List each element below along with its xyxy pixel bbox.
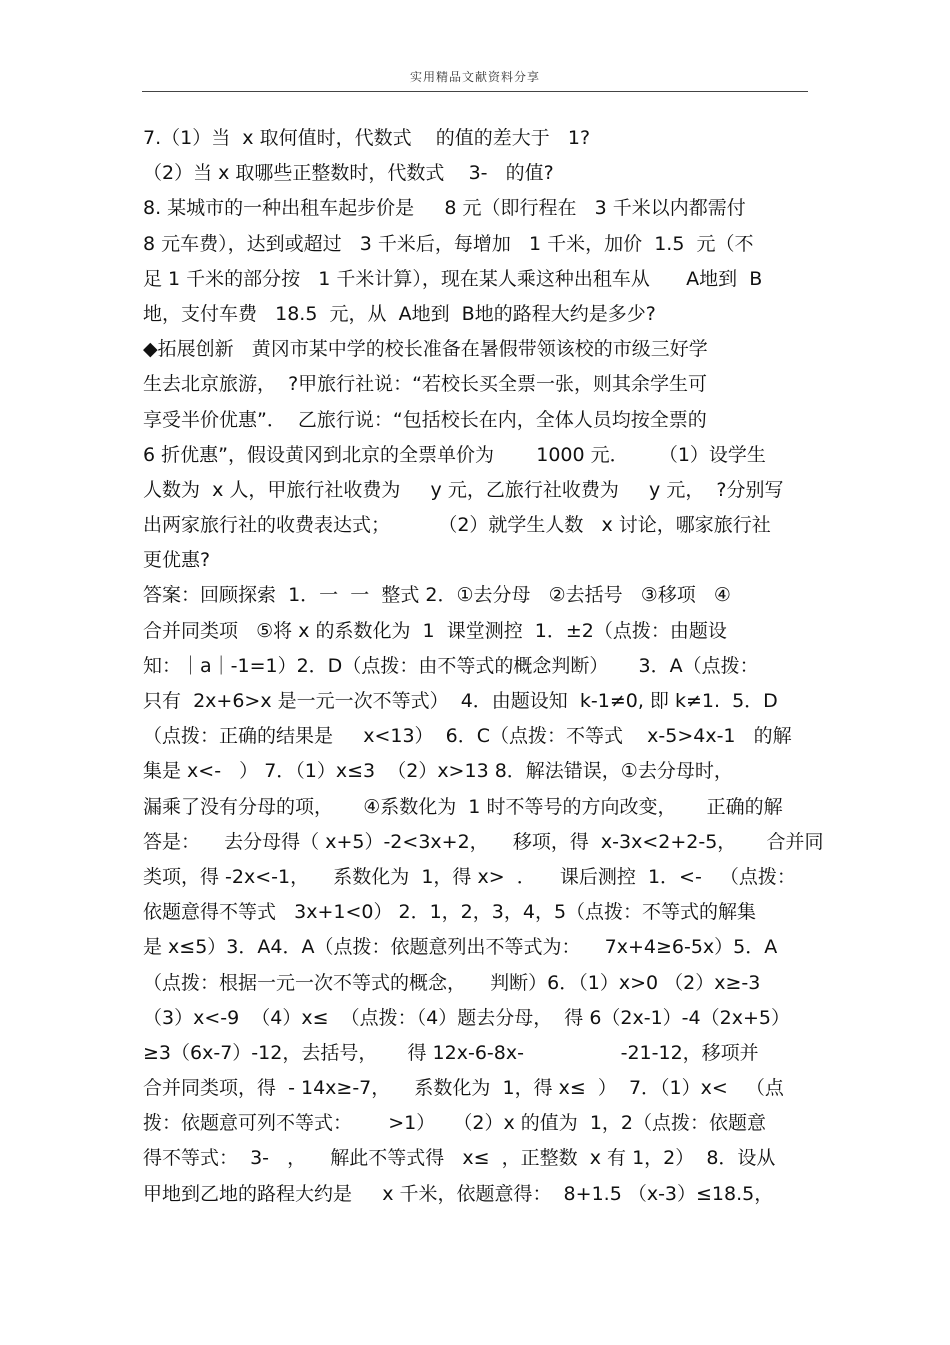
text-line: 甲地到乙地的路程大约是 x 千米，依题意得： 8+1.5 （x-3）≤18.5， [143,1182,774,1205]
text-line: 出两家旅行社的收费表达式； （2）就学生人数 x 讨论，哪家旅行社 [143,514,771,537]
text-line: 答是： 去分母得（ x+5）-2<3x+2， 移项，得 x-3x<2+2-5， 合并同 [143,830,824,853]
text-line: 合并同类项 ⑤将 x 的系数化为 1 课堂测控 1．±2（点拨：由题设 [143,619,727,642]
text-line: 地，支付车费 18.5 元，从 A地到 B地的路程大约是多少? [143,302,656,325]
text-line: 是 x≤5）3．A4．A（点拨：依题意列出不等式为： 7x+4≥6-5x）5．A [143,936,778,959]
text-line: （点拨：正确的结果是 x<13） 6．C（点拨：不等式 x-5>4x-1 的解 [143,725,792,748]
text-line: 拨：依题意可列不等式： >1） （2）x 的值为 1，2（点拨：依题意 [143,1112,766,1135]
text-line: 得不等式： 3- ， 解此不等式得 x≤ ，正整数 x 有 1，2） 8．设从 [143,1147,776,1170]
text-line: 更优惠? [143,549,211,572]
text-line: 足 1 千米的部分按 1 千米计算），现在某人乘这种出租车从 A地到 B [143,267,763,290]
header-divider [142,91,808,92]
page-header: 实用精品文献资料分享 [409,70,540,84]
text-line: 6 折优惠”，假设黄冈到北京的全票单价为 1000 元． （1）设学生 [143,443,766,466]
document-body [143,121,823,1212]
text-line: 集是 x<- ） 7．（1）x≤3 （2）x>13 8．解法错误，①去分母时， [143,760,733,783]
text-line: 合并同类项，得 - 14x≥-7， 系数化为 1，得 x≤ ） 7．（1）x< （点 [143,1077,784,1100]
text-line: ◆拓展创新 黄冈市某中学的校长准备在暑假带领该校的市级三好学 [143,338,708,361]
text-line: 人数为 x 人，甲旅行社收费为 y 元，乙旅行社收费为 y 元， ?分别写 [143,478,784,501]
text-line: 7.（1）当 x 取何值时，代数式 的值的差大于 1? [143,127,591,149]
text-line: 漏乘了没有分母的项， ④系数化为 1 时不等号的方向改变， 正确的解 [143,795,783,818]
text-line: （2）当 x 取哪些正整数时，代数式 3- 的值? [143,162,554,185]
text-line: （点拨：根据一元一次不等式的概念， 判断）6．（1）x>0 （2）x≥-3 [143,971,761,994]
text-line: （3）x<-9 （4）x≤ （点拨：（4）题去分母， 得 6（2x-1）-4（2x+5） [143,1006,790,1029]
text-line: 答案：回顾探索 1．一 一 整式 2．①去分母 ②去括号 ③移项 ④ [143,584,731,607]
text-line: 生去北京旅游， ?甲旅行社说：“若校长买全票一张，则其余学生可 [143,373,708,396]
text-line: 依题意得不等式 3x+1<0） 2．1，2，3，4，5（点拨：不等式的解集 [143,901,757,924]
text-line: 类项，得 -2x<-1， 系数化为 1，得 x> ． 课后测控 1．<- （点拨： [143,865,796,888]
text-line: 知：｜a｜-1=1）2．D（点拨：由不等式的概念判断） 3．A（点拨： [143,654,759,677]
text-line: 享受半价优惠”． 乙旅行说：“包括校长在内，全体人员均按全票的 [143,408,707,431]
text-line: 8. 某城市的一种出租车起步价是 8 元（即行程在 3 千米以内都需付 [143,197,746,220]
text-line: ≥3（6x-7）-12，去括号， 得 12x-6-8x- -21-12，移项并 [143,1041,759,1064]
text-line: 只有 2x+6>x 是一元一次不等式） 4．由题设知 k-1≠0, 即 k≠1. 5．D [143,690,778,712]
text-line: 8 元车费），达到或超过 3 千米后，每增加 1 千米，加价 1.5 元（不 [143,232,754,255]
